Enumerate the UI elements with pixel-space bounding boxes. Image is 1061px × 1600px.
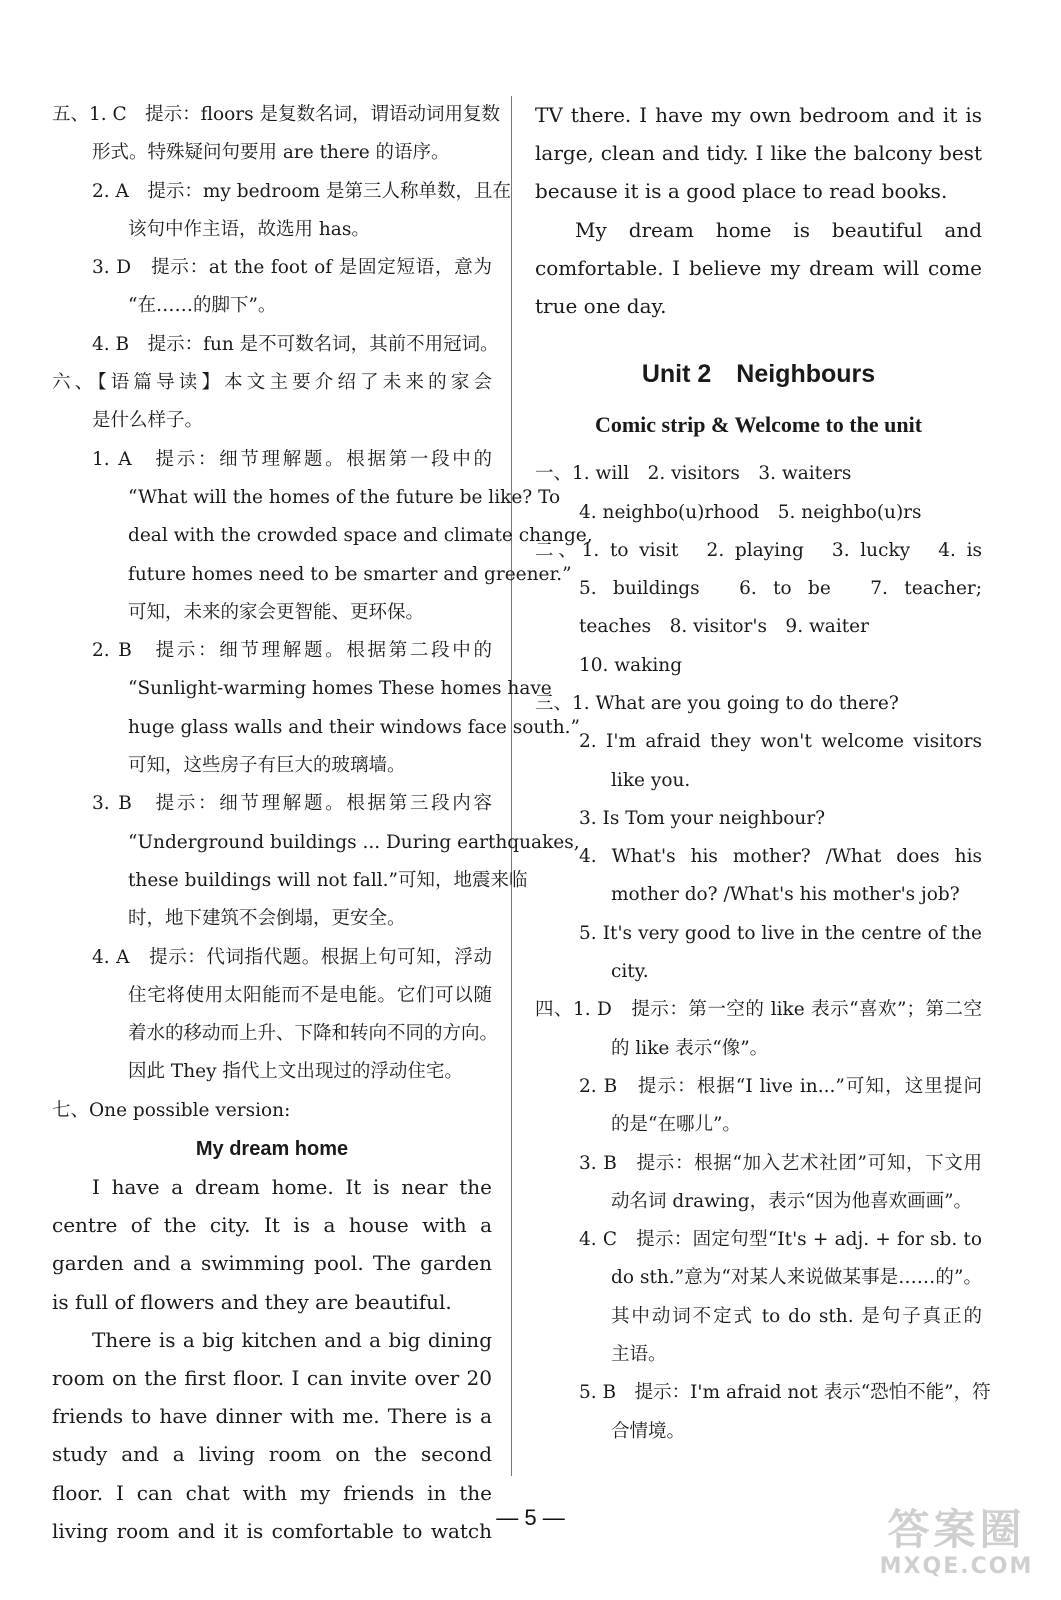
answer-line: “在……的脚下”。	[128, 295, 277, 317]
answer-line: 2. A 提示：my bedroom 是第三人称单数，且在	[92, 180, 511, 202]
answer-line: future homes need to be smarter and greener.”	[128, 563, 572, 585]
answer-line: mother do? /What's his mother's job?	[611, 884, 960, 906]
essay-paragraph: There is a big kitchen and a big dining room on the first floor. I can invite over 20 friends to have dinner with me. There is a study and a living room on the second floor. I can chat with my friends in the living room and it is comfortable to watch	[52, 1327, 492, 1543]
answer-line: 可知，这些房子有巨大的玻璃墙。	[128, 755, 406, 777]
answer-line: 4. neighbo(u)rhood 5. neighbo(u)rs	[579, 501, 922, 523]
answer-line: 四、1. D 提示：第一空的 like 表示“喜欢”；第二空	[535, 999, 982, 1021]
section-6-answers	[52, 364, 593, 1092]
answer-line: 着水的移动而上升、下降和转向不同的方向。	[128, 1023, 499, 1045]
answer-line: 2. B 提示：根据“I live in...”可知，这里提问	[579, 1075, 982, 1097]
answer-line: 4. C 提示：固定句型“It's + adj. + for sb. to	[579, 1229, 982, 1251]
essay-title: My dream home	[195, 1138, 349, 1161]
answer-line: 可知，未来的家会更智能、更环保。	[128, 601, 425, 623]
answer-line: 六、【语篇导读】本文主要介绍了未来的家会	[52, 372, 492, 394]
section-7-label: 七、One possible version:	[52, 1099, 291, 1121]
right-column	[535, 96, 991, 1451]
answer-line: 合情境。	[611, 1420, 686, 1442]
answer-line: do sth.”意为“对某人来说做某事是……的”。	[611, 1267, 982, 1289]
answer-line: these buildings will not fall.”可知，地震来临	[128, 869, 528, 891]
essay-paragraph: I have a dream home. It is near the centre of the city. It is a house with a garden and a swimming pool. The garden is full of flowers and they are beautiful.	[52, 1175, 492, 1314]
section-5-answers	[52, 96, 511, 364]
answer-line: 10. waking	[579, 654, 683, 676]
answer-line: 3. Is Tom your neighbour?	[579, 807, 826, 829]
answer-line: 5. B 提示：I'm afraid not 表示“恐怕不能”，符	[579, 1382, 991, 1404]
watermark-logo	[864, 1506, 1049, 1586]
answer-line: 4. What's his mother? /What does his	[579, 846, 982, 868]
answer-line: 时，地下建筑不会倒塌，更安全。	[128, 908, 406, 930]
answer-line: 4. B 提示：fun 是不可数名词，其前不用冠词。	[92, 333, 499, 355]
answer-line: 3. D 提示：at the foot of 是固定短语，意为	[92, 257, 492, 279]
answer-line: 是什么样子。	[92, 410, 204, 432]
essay-paragraph: My dream home is beautiful and comfortable. I believe my dream will come true one day.	[535, 217, 982, 319]
unit-title: Unit 2 Neighbours	[641, 360, 876, 389]
answer-line: 其中动词不定式 to do sth. 是句子真正的	[611, 1305, 982, 1327]
answer-line: 的 like 表示“像”。	[611, 1037, 769, 1059]
watermark-logo-text: 答案圈	[887, 1505, 1026, 1554]
answer-line: 一、1. will 2. visitors 3. waiters	[535, 463, 852, 485]
section-1-answers	[535, 455, 982, 532]
answer-line: 因此 They 指代上文出现过的浮动住宅。	[128, 1061, 463, 1083]
answer-line: like you.	[611, 769, 691, 791]
watermark-site: MXQE.COM	[879, 1554, 1034, 1579]
answer-line: 4. A 提示：代词指代题。根据上句可知，浮动	[92, 946, 492, 968]
answer-line: 二、1. to visit 2. playing 3. lucky 4. is	[535, 539, 982, 561]
left-column	[52, 96, 593, 1550]
section-3-answers	[535, 685, 982, 991]
answer-line: 住宅将使用太阳能而不是电能。它们可以随	[128, 984, 492, 1006]
answer-line: city.	[611, 961, 649, 983]
answer-line: 该句中作主语，故选用 has。	[128, 218, 370, 240]
answer-line: 动名词 drawing，表示“因为他喜欢画画”。	[611, 1190, 973, 1212]
answer-line: “What will the homes of the future be like? To	[128, 486, 561, 508]
answer-line: 5. It's very good to live in the centre of the	[579, 922, 982, 944]
answer-line: deal with the crowded space and climate change,	[128, 525, 593, 547]
section-4-answers	[535, 991, 991, 1451]
answer-line: 3. B 提示：细节理解题。根据第三段内容	[92, 793, 492, 815]
answer-line: 3. B 提示：根据“加入艺术社团”可知，下文用	[579, 1152, 982, 1174]
section-title: Comic strip & Welcome to the unit	[594, 412, 923, 438]
answer-line: 的是“在哪儿”。	[611, 1114, 741, 1136]
section-2-answers	[535, 532, 982, 685]
page-number: — 5 —	[496, 1505, 565, 1530]
answer-line: “Sunlight-warming homes These homes have	[128, 678, 552, 700]
answer-line: 2. B 提示：细节理解题。根据第二段中的	[92, 640, 492, 662]
answer-line: teaches 8. visitor's 9. waiter	[579, 616, 869, 638]
answer-line: 2. I'm afraid they won't welcome visitors	[579, 731, 982, 753]
answer-line: 形式。特殊疑问句要用 are there 的语序。	[92, 142, 450, 164]
answer-line: 五、1. C 提示：floors 是复数名词，谓语动词用复数	[52, 104, 501, 125]
answer-line: 5. buildings 6. to be 7. teacher;	[579, 578, 982, 600]
answer-line: 主语。	[611, 1344, 667, 1366]
column-divider	[511, 96, 512, 1476]
answer-line: 1. A 提示：细节理解题。根据第一段中的	[92, 448, 492, 470]
answer-line: huge glass walls and their windows face south.”	[128, 716, 580, 738]
essay-paragraph: TV there. I have my own bedroom and it is large, clean and tidy. I like the balcony best because it is a good place to read books.	[535, 103, 982, 204]
answer-line: “Underground buildings ... During earthquakes,	[128, 831, 580, 853]
answer-line: 三、1. What are you going to do there?	[535, 693, 899, 714]
